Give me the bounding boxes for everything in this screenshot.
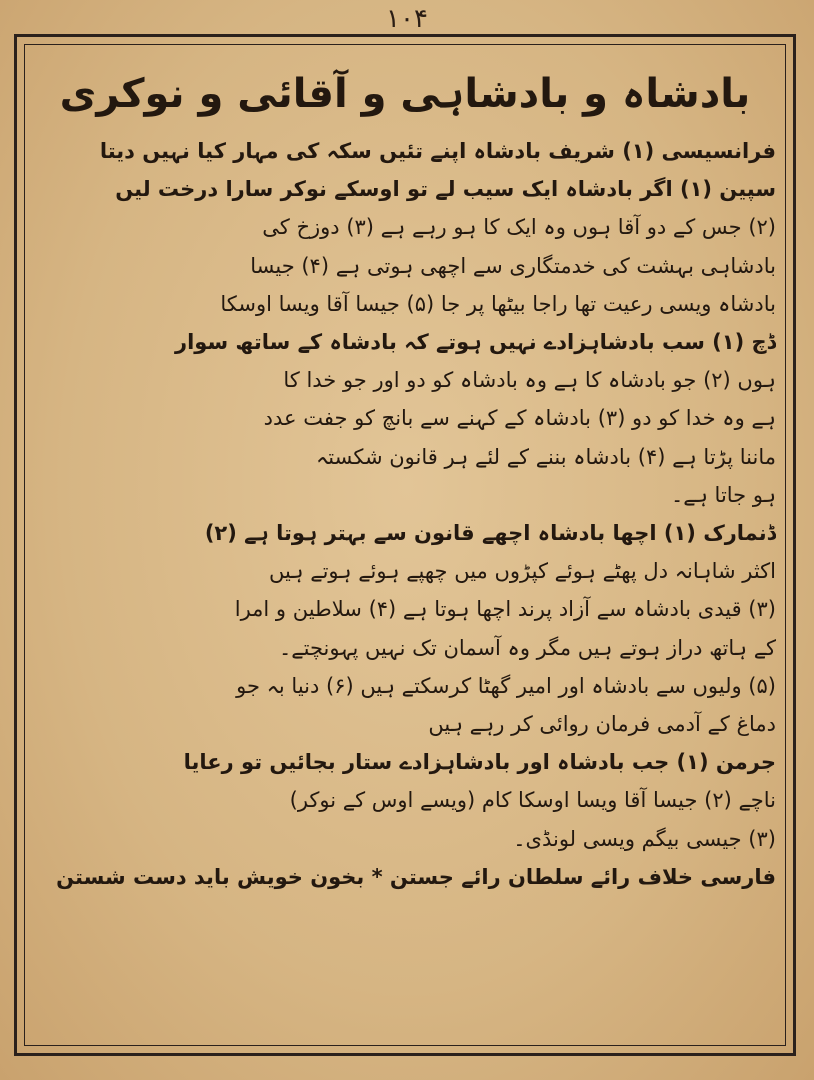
text-line-9: ماننا پڑتا ہے (۴) بادشاہ بننے کے لئے ہر قانون شکستہ [315, 444, 776, 469]
text-line-13: (۳) قیدی بادشاہ سے آزاد پرند اچھا ہوتا ہے (۴) سلاطین و امرا [234, 597, 776, 622]
text-line-15: (۵) ولیوں سے بادشاہ اور امیر گھٹا کرسکتے ہیں (۶) دنیا بہ جو [236, 673, 776, 698]
page-number: ۱۰۴ [386, 4, 428, 34]
text-line-1: فرانسیسی (۱) شریف بادشاہ اپنے تئیں سکہ کی مہار کیا نہیں دیتا [99, 139, 776, 163]
text-line-12: اکثر شاہانہ دل پھٹے ہوئے کپڑوں میں چھپے ہوئے ہوتے ہیں [268, 559, 776, 584]
text-line-10: ہو جاتا ہے۔ [670, 482, 776, 507]
text-line-14: کے ہاتھ دراز ہوتے ہیں مگر وہ آسمان تک نہیں پہونچتے۔ [279, 635, 776, 660]
text-line-5: بادشاہ ویسی رعیت تھا راجا بیٹھا پر جا (۵) جیسا آقا ویسا اوسکا [220, 291, 776, 316]
text-line-16: دماغ کے آدمی فرمان روائی کر رہے ہیں [428, 712, 776, 737]
text-line-8: ہے وہ خدا کو دو (۳) بادشاہ کے کہنے سے بانچ کو جفت عدد [263, 406, 776, 431]
text-line-19: (۳) جیسی بیگم ویسی لونڈی۔ [513, 826, 776, 851]
text-line-20: فارسی خلاف رائے سلطان رائے جستن * بخون خویش باید دست شستن [56, 864, 776, 889]
text-line-7: ہوں (۲) جو بادشاہ کا ہے وہ بادشاہ کو دو اور جو خدا کا [283, 368, 776, 393]
text-line-17: جرمن (۱) جب بادشاہ اور بادشاہزادے ستار بجائیں تو رعایا [183, 750, 776, 775]
page-title: بادشاہ و بادشاہی و آقائی و نوکری [59, 71, 751, 117]
text-line-2: سپین (۱) اگر بادشاہ ایک سیب لے تو اوسکے نوکر سارا درخت لیں [115, 177, 776, 202]
text-line-6: ڈچ (۱) سب بادشاہزادے نہیں ہوتے کہ بادشاہ کے ساتھ سوار [175, 330, 776, 355]
page-content [34, 56, 776, 1040]
text-line-11: ڈنمارک (۱) اچھا بادشاہ اچھے قانون سے بہتر ہوتا ہے (۲) [204, 521, 776, 546]
text-line-4: بادشاہی بہشت کی خدمتگاری سے اچھی ہوتی ہے (۴) جیسا [250, 253, 776, 278]
text-line-18: ناچے (۲) جیسا آقا ویسا اوسکا کام (ویسے اوس کے نوکر) [289, 788, 776, 813]
text-line-3: (۲) جس کے دو آقا ہوں وہ ایک کا ہو رہے ہے (۳) دوزخ کی [262, 215, 776, 240]
